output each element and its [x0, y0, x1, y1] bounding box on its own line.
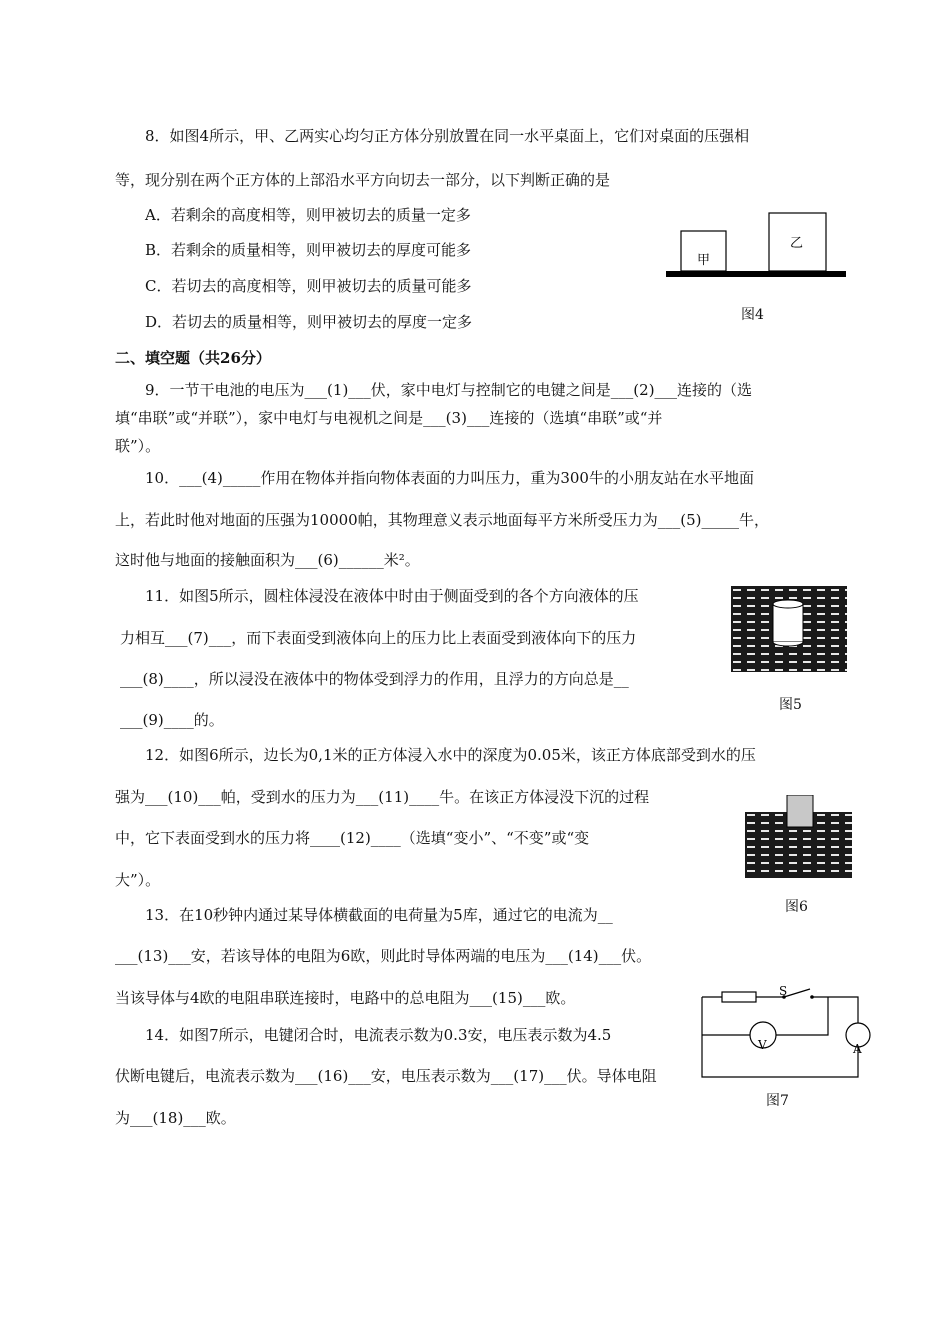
q11-line-2: 力相互___(7)___，而下表面受到液体向上的压力比上表面受到液体向下的压力	[120, 629, 637, 647]
figure-4-diagram	[664, 210, 849, 285]
q8-option-a: A．若剩余的高度相等，则甲被切去的质量一定多	[145, 206, 471, 224]
q8-line-1: 8．如图4所示，甲、乙两实心均匀正方体分别放置在同一水平桌面上，它们对桌面的压强相	[145, 127, 750, 145]
figure-7-circuit	[698, 985, 880, 1081]
section-2-heading: 二、填空题（共26分）	[115, 349, 271, 367]
q13-line-3: 当该导体与4欧的电阻串联连接时，电路中的总电阻为___(15)___欧。	[115, 989, 576, 1007]
q12-line-3: 中，它下表面受到水的压力将____(12)____（选填“变小”、“不变”或“变	[115, 829, 590, 847]
q14-line-2: 伏断电键后，电流表示数为___(16)___安，电压表示数为___(17)___伏。导体电阻	[115, 1067, 657, 1085]
resistor	[722, 992, 756, 1002]
cube	[787, 795, 813, 827]
circuit-wire-top-right	[813, 997, 858, 1025]
q8-option-b: B．若剩余的质量相等，则甲被切去的厚度可能多	[145, 241, 472, 259]
switch-lever	[784, 989, 810, 997]
switch-label: S	[779, 985, 788, 998]
q11-line-4: ___(9)____的。	[120, 711, 224, 729]
q10-line-1: 10．___(4)_____作用在物体并指向物体表面的力叫压力，重为300牛的小朋友站在水平地面	[145, 469, 754, 487]
q14-line-1: 14．如图7所示，电键闭合时，电流表示数为0.3安，电压表示数为4.5	[145, 1026, 612, 1044]
q11-line-1: 11．如图5所示，圆柱体浸没在液体中时由于侧面受到的各个方向液体的压	[145, 587, 639, 605]
cube-yi-label: 乙	[790, 236, 804, 251]
table-surface	[666, 271, 846, 277]
q12-line-4: 大”）。	[115, 871, 161, 889]
q13-line-1: 13．在10秒钟内通过某导体横截面的电荷量为5库，通过它的电流为__	[145, 906, 613, 924]
ammeter-label: A	[853, 1042, 862, 1056]
voltmeter-label: V	[758, 1038, 767, 1052]
q10-line-2: 上，若此时他对地面的压强为10000帕，其物理意义表示地面每平方米所受压力为___(5)_____牛，	[115, 511, 769, 529]
figure-7-caption: 图7	[766, 1093, 789, 1109]
q11-line-3: ___(8)____，所以浸没在液体中的物体受到浮力的作用，且浮力的方向总是__	[120, 670, 629, 688]
circuit-wire-outer	[702, 997, 858, 1077]
figure-5-diagram	[731, 586, 847, 672]
q12-line-1: 12．如图6所示，边长为0,1米的正方体浸入水中的深度为0.05米，该正方体底部受到水的压	[145, 746, 756, 764]
q13-line-2: ___(13)___安，若该导体的电阻为6欧，则此时导体两端的电压为___(14)___伏。	[115, 947, 652, 965]
figure-6-caption: 图6	[785, 899, 808, 915]
q9-line-2: 填“串联”或“并联”），家中电灯与电视机之间是___(3)___连接的（选填“串联”或“并	[115, 409, 663, 427]
figure-6-diagram	[745, 795, 852, 880]
q10-line-3: 这时他与地面的接触面积为___(6)______米²。	[115, 551, 420, 569]
q12-line-2: 强为___(10)___帕，受到水的压力为___(11)____牛。在该正方体浸没下沉的过程	[115, 788, 650, 806]
q14-line-3: 为___(18)___欧。	[115, 1109, 236, 1127]
cube-jia-label: 甲	[697, 253, 711, 268]
q9-line-3: 联”）。	[115, 437, 161, 455]
q9-line-1: 9．一节干电池的电压为___(1)___伏，家中电灯与控制它的电键之间是___(2)___连接的（选	[145, 381, 753, 399]
figure-5-caption: 图5	[779, 697, 802, 713]
cylinder	[773, 604, 803, 642]
figure-4-caption: 图4	[741, 307, 764, 323]
q8-option-c: C．若切去的高度相等，则甲被切去的质量可能多	[145, 277, 472, 295]
cylinder-top	[773, 600, 803, 608]
q8-option-d: D．若切去的质量相等，则甲被切去的厚度一定多	[145, 313, 473, 331]
q8-line-2: 等，现分别在两个正方体的上部沿水平方向切去一部分，以下判断正确的是	[115, 171, 611, 189]
